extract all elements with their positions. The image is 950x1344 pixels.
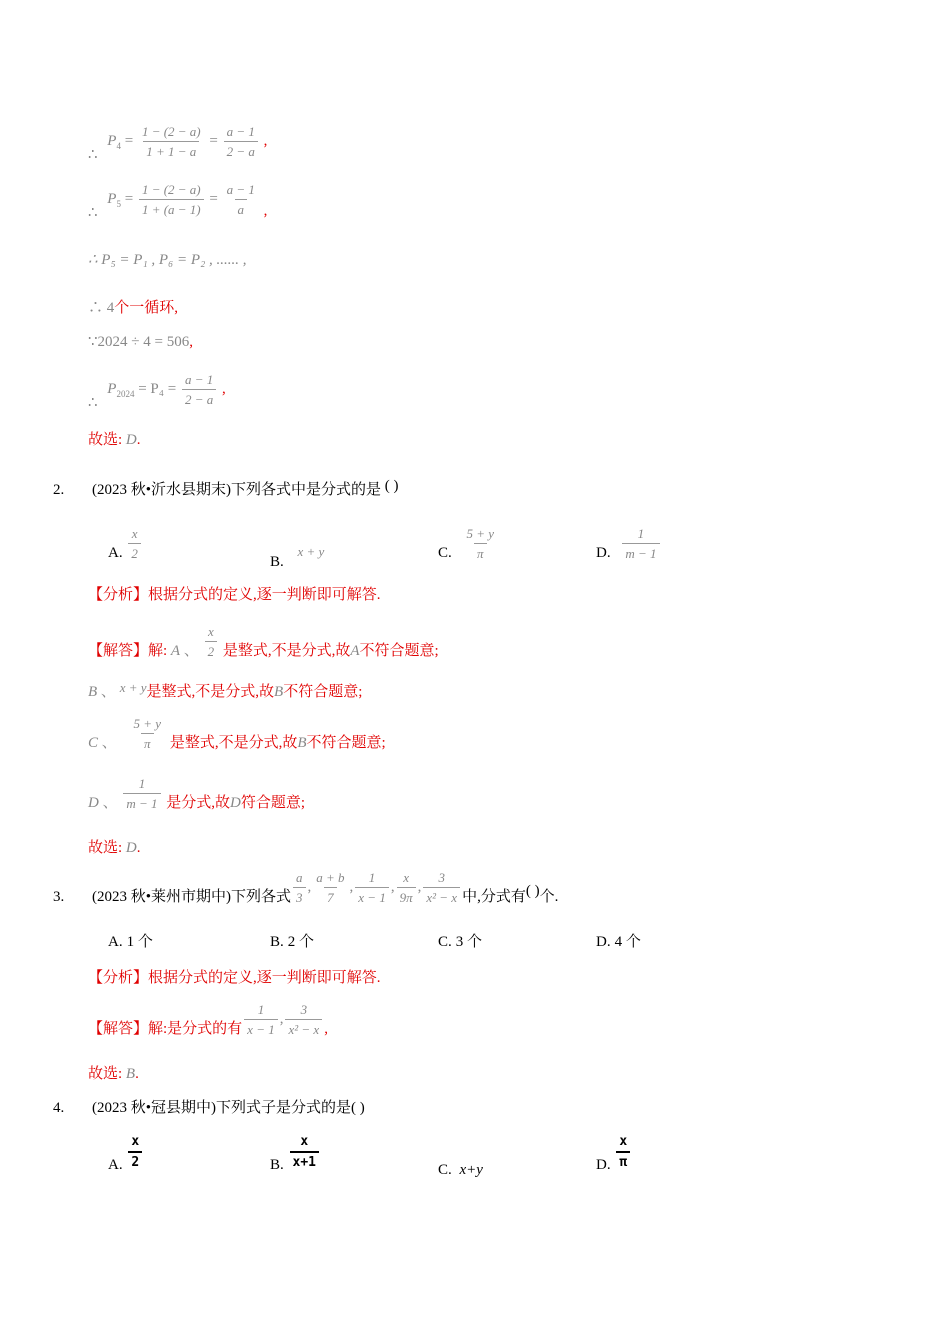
therefore-symbol: ∴ <box>88 204 98 221</box>
q3-option-b: B. 2 个 <box>270 934 315 950</box>
q2-option-d: D. $\frac{1}{m - 1}$ <box>596 526 662 561</box>
answer-2: 故选: D. <box>88 840 141 856</box>
p5-frac2: $\frac{a - 1}{a}$ <box>226 182 255 217</box>
q2-analysis: 【分析】根据分式的定义,逐一判断即可解答. <box>88 587 381 603</box>
q3-stem: 3. (2023 秋•莱州市期中)下列各式 $\frac{a}{3}$ , $\frac{a + b}{7}$ , $\frac{1}{x - 1}$ , $\frac{x}{9\pi}$ , $\frac{3}{\text{x² − x}}$ 中,分式有( )个. <box>53 870 559 905</box>
p4-frac2: $\frac{a - 1}{2 - a}$ <box>224 124 258 159</box>
q2-solution-b: B 、 x + y是整式,不是分式,故B不符合题意; <box>88 680 363 700</box>
q2-option-a: A. $\frac{x}{2}$ <box>108 526 143 561</box>
p4-line: ∴ $P_4$ = $\frac{1 - (2 - a)}{1 + 1 - a}$ = $\frac{a - 1}{2 - a}$ , <box>88 124 268 163</box>
p5-p1-line: ∴ P₅ = P₁ , P₆ = P₂ , ...... , <box>88 252 247 268</box>
because-line: ∵2024 ÷ 4 = 506, <box>88 334 193 350</box>
q4-stem: 4. (2023 秋•冠县期中)下列式子是分式的是( ) <box>53 1100 365 1116</box>
p4-lhs: P <box>107 132 117 149</box>
q3-analysis: 【分析】根据分式的定义,逐一判断即可解答. <box>88 970 381 986</box>
q2-solution-a: 【解答】解: A 、 $\frac{x}{2}$ 是整式,不是分式,故A不符合题意; <box>88 624 439 659</box>
q2-option-c: C. $\frac{5 + y}{\pi}$ <box>438 526 495 561</box>
p2024-frac: $\frac{a - 1}{2 - a}$ <box>182 372 216 407</box>
p4-frac1: $\frac{1 - (2 - a)}{1 + 1 - a}$ <box>141 124 201 159</box>
q4-option-c: C. x+y <box>438 1162 483 1178</box>
q2-stem: 2. (2023 秋•沂水县期末)下列各式中是分式的是 ( ) <box>53 478 399 498</box>
q4-option-a: A. $\frac{x}{2}$ <box>108 1134 144 1170</box>
q3-option-a: A. 1 个 <box>108 934 153 950</box>
q2-option-b: B. x + y <box>270 544 325 570</box>
q3-option-d: D. 4 个 <box>596 934 641 950</box>
p4-eq: = <box>124 132 134 149</box>
answer-3: 故选: B. <box>88 1066 139 1082</box>
answer-1: 故选: D. <box>88 432 141 448</box>
q2-solution-d: D 、 $\frac{1}{m - 1}$ 是分式,故D符合题意; <box>88 776 306 811</box>
p2024-line: ∴ $P_{2024} = P_4$ = $\frac{a - 1}{2 - a}$ , <box>88 372 226 411</box>
therefore-symbol: ∴ <box>88 146 98 163</box>
p5-line: ∴ $P_5$ = $\frac{1 - (2 - a)}{1 + (a - 1)}$ = $\frac{a - 1}{a}$ , <box>88 182 268 221</box>
q3-solution: 【解答】解:是分式的有 $\frac{1}{x - 1}$ , $\frac{3}{\text{x² − x}}$ , <box>88 1002 328 1037</box>
q4-option-b: B. $\frac{x}{x+1}$ <box>270 1134 321 1170</box>
p4-sub: 4 <box>116 140 121 151</box>
q3-option-c: C. 3 个 <box>438 934 483 950</box>
cycle-line: ∴ 4个一循环, <box>88 300 179 316</box>
q4-option-d: D. $\frac{x}{\pi}$ <box>596 1134 632 1170</box>
q2-solution-c: C 、 $\frac{5 + y}{\pi}$ 是整式,不是分式,故B不符合题意; <box>88 716 386 751</box>
p5-frac1: $\frac{1 - (2 - a)}{1 + (a - 1)}$ <box>139 182 204 217</box>
